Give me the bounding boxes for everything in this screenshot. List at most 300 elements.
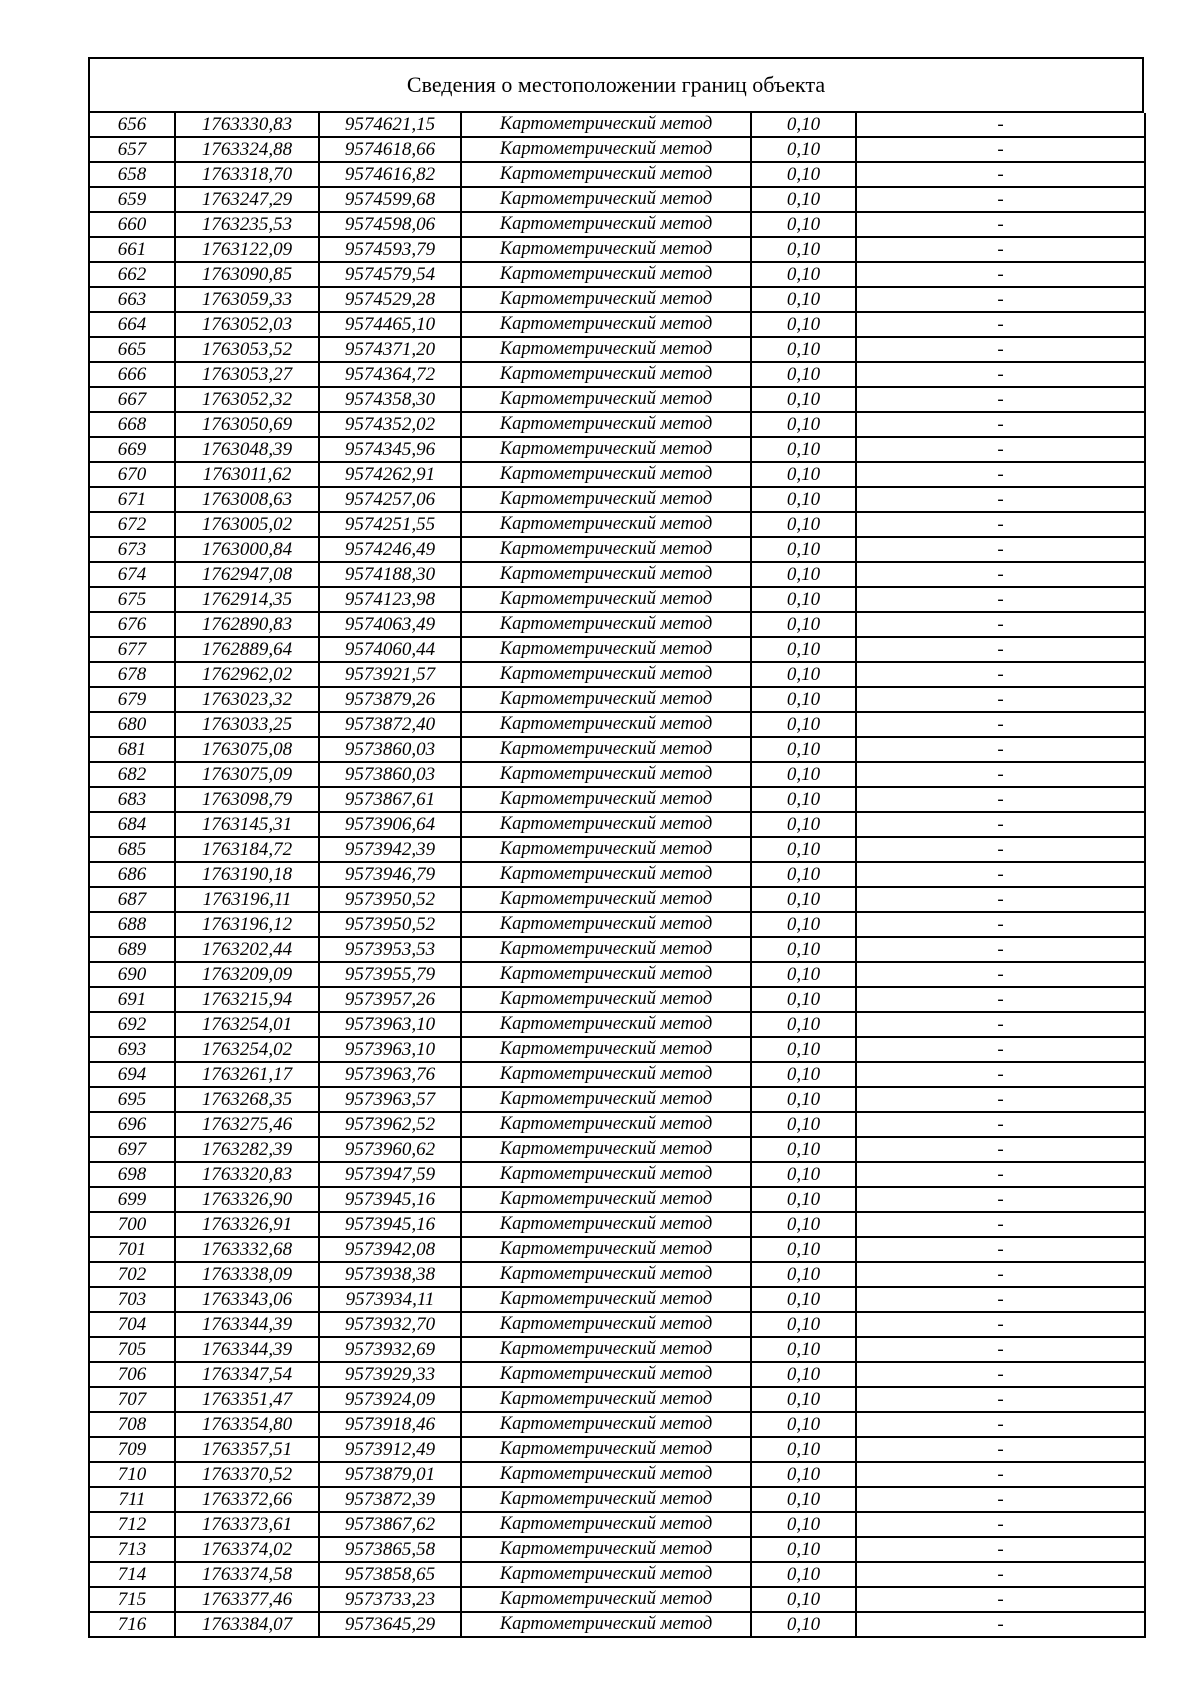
accuracy-cell: 0,10 [751,1437,856,1462]
note-cell: - [856,362,1145,387]
point-number-cell: 667 [89,387,175,412]
note-cell: - [856,837,1145,862]
table-row [89,637,1145,662]
x-coordinate-cell: 1763209,09 [175,962,319,987]
x-coordinate-cell: 1763059,33 [175,287,319,312]
method-cell: Картометрический метод [461,1437,751,1462]
y-coordinate-cell: 9573942,08 [319,1237,461,1262]
note-cell: - [856,787,1145,812]
method-cell: Картометрический метод [461,187,751,212]
y-coordinate-cell: 9573879,01 [319,1462,461,1487]
table-row [89,1462,1145,1487]
y-coordinate-cell: 9574465,10 [319,312,461,337]
coordinates-table-body [89,113,1145,1637]
accuracy-cell: 0,10 [751,162,856,187]
table-row [89,1612,1145,1637]
accuracy-cell: 0,10 [751,1587,856,1612]
y-coordinate-cell: 9573963,57 [319,1087,461,1112]
table-row [89,1412,1145,1437]
note-cell: - [856,537,1145,562]
x-coordinate-cell: 1763370,52 [175,1462,319,1487]
note-cell: - [856,687,1145,712]
point-number-cell: 659 [89,187,175,212]
point-number-cell: 691 [89,987,175,1012]
y-coordinate-cell: 9574371,20 [319,337,461,362]
method-cell: Картометрический метод [461,287,751,312]
y-coordinate-cell: 9574063,49 [319,612,461,637]
y-coordinate-cell: 9574060,44 [319,637,461,662]
point-number-cell: 693 [89,1037,175,1062]
coordinates-table [88,113,1146,1638]
note-cell: - [856,1187,1145,1212]
table-row [89,987,1145,1012]
y-coordinate-cell: 9573963,10 [319,1012,461,1037]
x-coordinate-cell: 1763023,32 [175,687,319,712]
note-cell: - [856,387,1145,412]
point-number-cell: 702 [89,1262,175,1287]
table-row [89,212,1145,237]
point-number-cell: 656 [89,113,175,137]
method-cell: Картометрический метод [461,337,751,362]
method-cell: Картометрический метод [461,762,751,787]
x-coordinate-cell: 1763326,91 [175,1212,319,1237]
table-row [89,1537,1145,1562]
method-cell: Картометрический метод [461,962,751,987]
method-cell: Картометрический метод [461,1012,751,1037]
method-cell: Картометрический метод [461,1337,751,1362]
note-cell: - [856,312,1145,337]
method-cell: Картометрический метод [461,1562,751,1587]
method-cell: Картометрический метод [461,887,751,912]
note-cell: - [856,1062,1145,1087]
accuracy-cell: 0,10 [751,1137,856,1162]
note-cell: - [856,512,1145,537]
method-cell: Картометрический метод [461,537,751,562]
x-coordinate-cell: 1763275,46 [175,1112,319,1137]
point-number-cell: 683 [89,787,175,812]
accuracy-cell: 0,10 [751,312,856,337]
x-coordinate-cell: 1763377,46 [175,1587,319,1612]
table-row [89,1287,1145,1312]
table-row [89,912,1145,937]
method-cell: Картометрический метод [461,837,751,862]
table-row [89,113,1145,137]
table-row [89,437,1145,462]
point-number-cell: 714 [89,1562,175,1587]
note-cell: - [856,862,1145,887]
accuracy-cell: 0,10 [751,1062,856,1087]
accuracy-cell: 0,10 [751,262,856,287]
table-row [89,487,1145,512]
point-number-cell: 686 [89,862,175,887]
table-row [89,137,1145,162]
x-coordinate-cell: 1763320,83 [175,1162,319,1187]
y-coordinate-cell: 9574598,06 [319,212,461,237]
y-coordinate-cell: 9573929,33 [319,1362,461,1387]
accuracy-cell: 0,10 [751,712,856,737]
note-cell: - [856,712,1145,737]
table-row [89,162,1145,187]
accuracy-cell: 0,10 [751,1037,856,1062]
table-row [89,1562,1145,1587]
accuracy-cell: 0,10 [751,737,856,762]
point-number-cell: 696 [89,1112,175,1137]
accuracy-cell: 0,10 [751,1337,856,1362]
y-coordinate-cell: 9573872,39 [319,1487,461,1512]
table-row [89,1387,1145,1412]
note-cell: - [856,1462,1145,1487]
point-number-cell: 712 [89,1512,175,1537]
accuracy-cell: 0,10 [751,1562,856,1587]
table-row [89,287,1145,312]
table-row [89,1337,1145,1362]
method-cell: Картометрический метод [461,812,751,837]
accuracy-cell: 0,10 [751,462,856,487]
point-number-cell: 689 [89,937,175,962]
accuracy-cell: 0,10 [751,837,856,862]
accuracy-cell: 0,10 [751,187,856,212]
x-coordinate-cell: 1763145,31 [175,812,319,837]
method-cell: Картометрический метод [461,437,751,462]
note-cell: - [856,962,1145,987]
point-number-cell: 690 [89,962,175,987]
y-coordinate-cell: 9573946,79 [319,862,461,887]
x-coordinate-cell: 1763282,39 [175,1137,319,1162]
note-cell: - [856,437,1145,462]
note-cell: - [856,912,1145,937]
note-cell: - [856,1487,1145,1512]
note-cell: - [856,1087,1145,1112]
y-coordinate-cell: 9573945,16 [319,1187,461,1212]
table-row [89,187,1145,212]
method-cell: Картометрический метод [461,462,751,487]
accuracy-cell: 0,10 [751,1412,856,1437]
table-row [89,1162,1145,1187]
accuracy-cell: 0,10 [751,962,856,987]
accuracy-cell: 0,10 [751,1362,856,1387]
method-cell: Картометрический метод [461,212,751,237]
note-cell: - [856,812,1145,837]
method-cell: Картометрический метод [461,987,751,1012]
y-coordinate-cell: 9573733,23 [319,1587,461,1612]
point-number-cell: 715 [89,1587,175,1612]
x-coordinate-cell: 1763050,69 [175,412,319,437]
table-row [89,737,1145,762]
accuracy-cell: 0,10 [751,912,856,937]
x-coordinate-cell: 1763075,08 [175,737,319,762]
method-cell: Картометрический метод [461,1112,751,1137]
y-coordinate-cell: 9574345,96 [319,437,461,462]
x-coordinate-cell: 1763011,62 [175,462,319,487]
point-number-cell: 710 [89,1462,175,1487]
note-cell: - [856,412,1145,437]
method-cell: Картометрический метод [461,587,751,612]
y-coordinate-cell: 9573960,62 [319,1137,461,1162]
x-coordinate-cell: 1763235,53 [175,212,319,237]
point-number-cell: 674 [89,562,175,587]
point-number-cell: 703 [89,1287,175,1312]
method-cell: Картометрический метод [461,1237,751,1262]
method-cell: Картометрический метод [461,137,751,162]
x-coordinate-cell: 1763332,68 [175,1237,319,1262]
y-coordinate-cell: 9573918,46 [319,1412,461,1437]
method-cell: Картометрический метод [461,1287,751,1312]
x-coordinate-cell: 1763122,09 [175,237,319,262]
accuracy-cell: 0,10 [751,212,856,237]
note-cell: - [856,1437,1145,1462]
accuracy-cell: 0,10 [751,387,856,412]
note-cell: - [856,1137,1145,1162]
note-cell: - [856,237,1145,262]
y-coordinate-cell: 9574123,98 [319,587,461,612]
point-number-cell: 658 [89,162,175,187]
method-cell: Картометрический метод [461,362,751,387]
note-cell: - [856,1537,1145,1562]
y-coordinate-cell: 9574352,02 [319,412,461,437]
method-cell: Картометрический метод [461,687,751,712]
y-coordinate-cell: 9574358,30 [319,387,461,412]
note-cell: - [856,587,1145,612]
y-coordinate-cell: 9573955,79 [319,962,461,987]
method-cell: Картометрический метод [461,737,751,762]
y-coordinate-cell: 9574262,91 [319,462,461,487]
point-number-cell: 663 [89,287,175,312]
point-number-cell: 711 [89,1487,175,1512]
table-row [89,862,1145,887]
accuracy-cell: 0,10 [751,1237,856,1262]
note-cell: - [856,187,1145,212]
x-coordinate-cell: 1763374,58 [175,1562,319,1587]
point-number-cell: 695 [89,1087,175,1112]
point-number-cell: 675 [89,587,175,612]
y-coordinate-cell: 9574257,06 [319,487,461,512]
accuracy-cell: 0,10 [751,137,856,162]
note-cell: - [856,1262,1145,1287]
table-row [89,587,1145,612]
note-cell: - [856,987,1145,1012]
table-row [89,1437,1145,1462]
accuracy-cell: 0,10 [751,637,856,662]
y-coordinate-cell: 9574593,79 [319,237,461,262]
x-coordinate-cell: 1763202,44 [175,937,319,962]
method-cell: Картометрический метод [461,612,751,637]
table-row [89,462,1145,487]
y-coordinate-cell: 9573957,26 [319,987,461,1012]
y-coordinate-cell: 9573860,03 [319,737,461,762]
accuracy-cell: 0,10 [751,1537,856,1562]
table-row [89,362,1145,387]
x-coordinate-cell: 1763268,35 [175,1087,319,1112]
table-row [89,1212,1145,1237]
accuracy-cell: 0,10 [751,987,856,1012]
note-cell: - [856,1612,1145,1637]
point-number-cell: 680 [89,712,175,737]
x-coordinate-cell: 1763184,72 [175,837,319,862]
table-row [89,1312,1145,1337]
note-cell: - [856,1587,1145,1612]
method-cell: Картометрический метод [461,1037,751,1062]
note-cell: - [856,612,1145,637]
boundary-table-sheet [88,57,1144,1638]
note-cell: - [856,637,1145,662]
method-cell: Картометрический метод [461,1462,751,1487]
accuracy-cell: 0,10 [751,1287,856,1312]
y-coordinate-cell: 9573938,38 [319,1262,461,1287]
y-coordinate-cell: 9573942,39 [319,837,461,862]
accuracy-cell: 0,10 [751,587,856,612]
table-row [89,537,1145,562]
y-coordinate-cell: 9574618,66 [319,137,461,162]
table-row [89,387,1145,412]
table-row [89,887,1145,912]
y-coordinate-cell: 9573932,69 [319,1337,461,1362]
x-coordinate-cell: 1763384,07 [175,1612,319,1637]
y-coordinate-cell: 9573867,62 [319,1512,461,1537]
method-cell: Картометрический метод [461,662,751,687]
table-row [89,662,1145,687]
method-cell: Картометрический метод [461,862,751,887]
x-coordinate-cell: 1763338,09 [175,1262,319,1287]
method-cell: Картометрический метод [461,312,751,337]
x-coordinate-cell: 1763247,29 [175,187,319,212]
y-coordinate-cell: 9573963,10 [319,1037,461,1062]
x-coordinate-cell: 1763343,06 [175,1287,319,1312]
table-row [89,312,1145,337]
x-coordinate-cell: 1763354,80 [175,1412,319,1437]
accuracy-cell: 0,10 [751,562,856,587]
note-cell: - [856,337,1145,362]
y-coordinate-cell: 9573865,58 [319,1537,461,1562]
x-coordinate-cell: 1763374,02 [175,1537,319,1562]
y-coordinate-cell: 9573872,40 [319,712,461,737]
point-number-cell: 697 [89,1137,175,1162]
accuracy-cell: 0,10 [751,887,856,912]
y-coordinate-cell: 9573912,49 [319,1437,461,1462]
x-coordinate-cell: 1763053,27 [175,362,319,387]
point-number-cell: 692 [89,1012,175,1037]
table-row [89,937,1145,962]
x-coordinate-cell: 1763075,09 [175,762,319,787]
point-number-cell: 681 [89,737,175,762]
accuracy-cell: 0,10 [751,1012,856,1037]
x-coordinate-cell: 1763372,66 [175,1487,319,1512]
x-coordinate-cell: 1763373,61 [175,1512,319,1537]
y-coordinate-cell: 9573950,52 [319,912,461,937]
x-coordinate-cell: 1763330,83 [175,113,319,137]
x-coordinate-cell: 1763196,11 [175,887,319,912]
point-number-cell: 657 [89,137,175,162]
method-cell: Картометрический метод [461,562,751,587]
point-number-cell: 713 [89,1537,175,1562]
accuracy-cell: 0,10 [751,762,856,787]
accuracy-cell: 0,10 [751,812,856,837]
note-cell: - [856,1287,1145,1312]
accuracy-cell: 0,10 [751,1162,856,1187]
note-cell: - [856,1037,1145,1062]
y-coordinate-cell: 9573932,70 [319,1312,461,1337]
table-row [89,787,1145,812]
note-cell: - [856,1337,1145,1362]
point-number-cell: 700 [89,1212,175,1237]
point-number-cell: 685 [89,837,175,862]
x-coordinate-cell: 1763261,17 [175,1062,319,1087]
table-row [89,512,1145,537]
accuracy-cell: 0,10 [751,287,856,312]
y-coordinate-cell: 9573921,57 [319,662,461,687]
y-coordinate-cell: 9574251,55 [319,512,461,537]
accuracy-cell: 0,10 [751,1612,856,1637]
method-cell: Картометрический метод [461,1062,751,1087]
x-coordinate-cell: 1763008,63 [175,487,319,512]
method-cell: Картометрический метод [461,712,751,737]
x-coordinate-cell: 1763324,88 [175,137,319,162]
accuracy-cell: 0,10 [751,1212,856,1237]
point-number-cell: 678 [89,662,175,687]
method-cell: Картометрический метод [461,1487,751,1512]
point-number-cell: 682 [89,762,175,787]
point-number-cell: 708 [89,1412,175,1437]
point-number-cell: 666 [89,362,175,387]
table-row [89,1187,1145,1212]
accuracy-cell: 0,10 [751,437,856,462]
method-cell: Картометрический метод [461,237,751,262]
point-number-cell: 662 [89,262,175,287]
method-cell: Картометрический метод [461,262,751,287]
note-cell: - [856,1012,1145,1037]
point-number-cell: 701 [89,1237,175,1262]
method-cell: Картометрический метод [461,1087,751,1112]
note-cell: - [856,662,1145,687]
y-coordinate-cell: 9574599,68 [319,187,461,212]
point-number-cell: 660 [89,212,175,237]
x-coordinate-cell: 1763318,70 [175,162,319,187]
method-cell: Картометрический метод [461,1137,751,1162]
accuracy-cell: 0,10 [751,1112,856,1137]
point-number-cell: 661 [89,237,175,262]
table-row [89,1237,1145,1262]
accuracy-cell: 0,10 [751,362,856,387]
note-cell: - [856,762,1145,787]
x-coordinate-cell: 1763347,54 [175,1362,319,1387]
note-cell: - [856,737,1145,762]
note-cell: - [856,1562,1145,1587]
table-row [89,712,1145,737]
x-coordinate-cell: 1763351,47 [175,1387,319,1412]
x-coordinate-cell: 1762914,35 [175,587,319,612]
table-row [89,1362,1145,1387]
point-number-cell: 668 [89,412,175,437]
table-row [89,337,1145,362]
y-coordinate-cell: 9573860,03 [319,762,461,787]
note-cell: - [856,1362,1145,1387]
point-number-cell: 677 [89,637,175,662]
x-coordinate-cell: 1763344,39 [175,1337,319,1362]
point-number-cell: 671 [89,487,175,512]
accuracy-cell: 0,10 [751,1487,856,1512]
x-coordinate-cell: 1763254,02 [175,1037,319,1062]
y-coordinate-cell: 9573867,61 [319,787,461,812]
note-cell: - [856,1512,1145,1537]
method-cell: Картометрический метод [461,937,751,962]
x-coordinate-cell: 1763190,18 [175,862,319,887]
x-coordinate-cell: 1763048,39 [175,437,319,462]
table-row [89,1037,1145,1062]
note-cell: - [856,1162,1145,1187]
method-cell: Картометрический метод [461,1387,751,1412]
note-cell: - [856,1237,1145,1262]
accuracy-cell: 0,10 [751,512,856,537]
table-row [89,1587,1145,1612]
